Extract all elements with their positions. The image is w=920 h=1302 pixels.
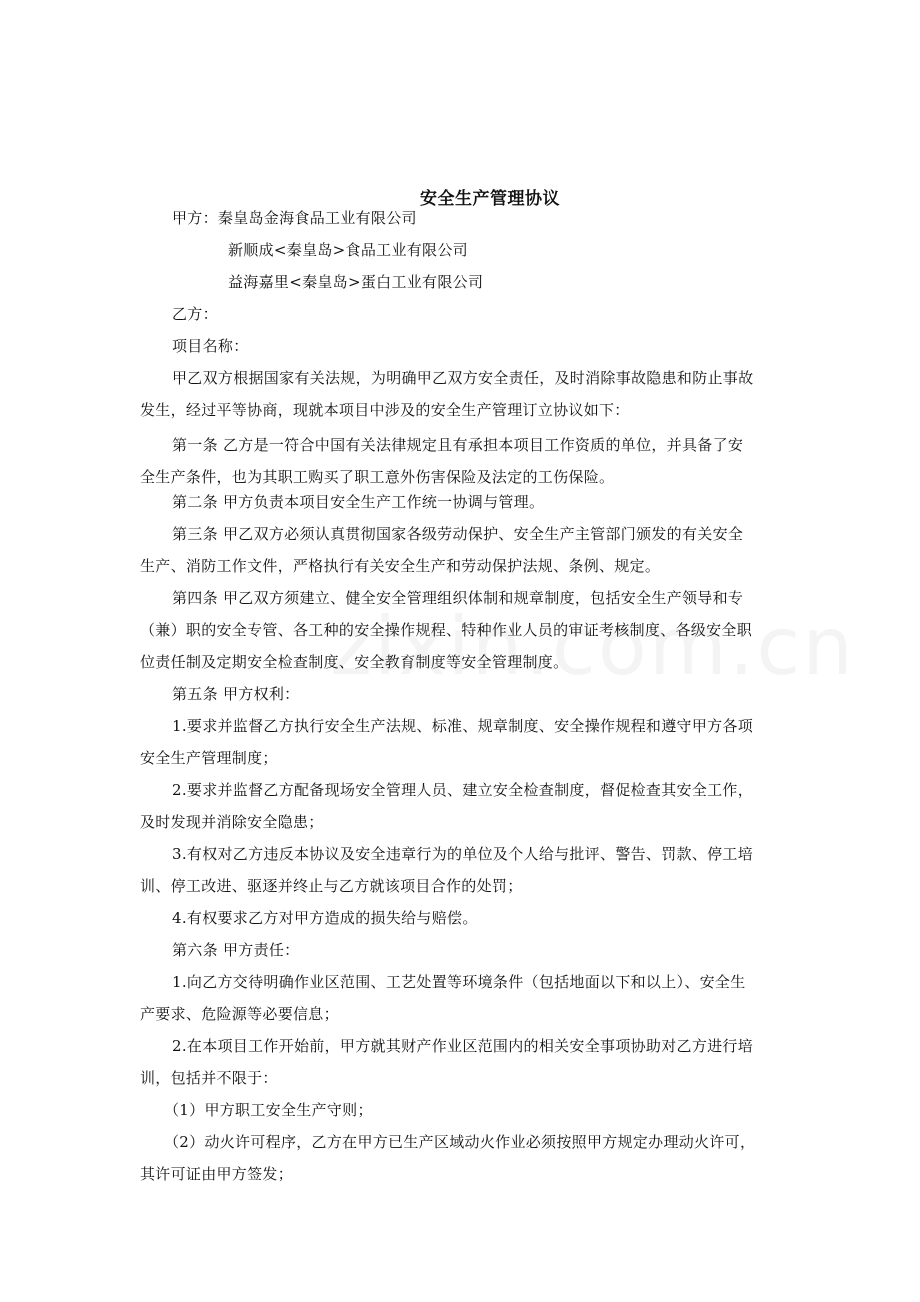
- project-name-line: 项目名称：: [172, 337, 249, 355]
- paragraph-line: 3.有权对乙方违反本协议及安全违章行为的单位及个人给与批评、警告、罚款、停工培: [172, 845, 754, 863]
- paragraph-line: 第四条 甲乙双方须建立、健全安全管理组织体制和规章制度，包括安全生产领导和专: [172, 589, 744, 607]
- paragraph-line: （1）甲方职工安全生产守则；: [164, 1101, 373, 1119]
- paragraph-line: （兼）职的安全专管、各工种的安全操作规程、特种作业人员的审证考核制度、各级安全职: [140, 621, 753, 639]
- paragraph-line: 2.要求并监督乙方配备现场安全管理人员、建立安全检查制度，督促检查其安全工作，: [172, 781, 754, 799]
- paragraph-line: 第五条 甲方权利：: [172, 685, 300, 703]
- paragraph-line: 安全生产管理制度；: [140, 749, 278, 767]
- paragraph-line: 位责任制及定期安全检查制度、安全教育制度等安全管理制度。: [140, 653, 569, 671]
- party-a-company-2: 新顺成<秦皇岛>食品工业有限公司: [228, 241, 468, 259]
- paragraph-line: 1.要求并监督乙方执行安全生产法规、标准、规章制度、安全操作规程和遵守甲方各项: [172, 717, 754, 735]
- paragraph-line: 第六条 甲方责任：: [172, 941, 300, 959]
- paragraph-line: 甲乙双方根据国家有关法规，为明确甲乙双方安全责任，及时消除事故隐患和防止事故: [172, 369, 754, 387]
- party-b-line: 乙方：: [172, 305, 218, 323]
- paragraph-line: 训，包括并不限于：: [140, 1069, 278, 1087]
- paragraph-line: 训、停工改进、驱逐并终止与乙方就该项目合作的处罚；: [140, 877, 523, 895]
- paragraph-line: （2）动火许可程序，乙方在甲方已生产区域动火作业必须按照甲方规定办理动火许可，: [164, 1133, 756, 1151]
- paragraph-line: 第一条 乙方是一符合中国有关法律规定且有承担本项目工作资质的单位，并具备了安: [172, 436, 744, 454]
- paragraph-line: 1.向乙方交待明确作业区范围、工艺处置等环境条件（包括地面以下和以上）、安全生: [172, 973, 746, 991]
- paragraph-line: 及时发现并消除安全隐患；: [140, 813, 324, 831]
- party-a-company-3: 益海嘉里<秦皇岛>蛋白工业有限公司: [228, 273, 484, 291]
- paragraph-line: 第二条 甲方负责本项目安全生产工作统一协调与管理。: [172, 493, 545, 511]
- paragraph-line: 发生，经过平等协商，现就本项目中涉及的安全生产管理订立协议如下：: [140, 401, 630, 419]
- paragraph-line: 其许可证由甲方签发；: [140, 1165, 294, 1183]
- paragraph-line: 全生产条件，也为其职工购买了职工意外伤害保险及法定的工伤保险。: [140, 468, 615, 486]
- paragraph-line: 产要求、危险源等必要信息；: [140, 1005, 339, 1023]
- paragraph-line: 4.有权要求乙方对甲方造成的损失给与赔偿。: [172, 909, 478, 927]
- paragraph-line: 第三条 甲乙双方必须认真贯彻国家各级劳动保护、安全生产主管部门颁发的有关安全: [172, 525, 744, 543]
- party-a-line: 甲方：秦皇岛金海食品工业有限公司: [172, 209, 417, 227]
- paragraph-line: 2.在本项目工作开始前，甲方就其财产作业区范围内的相关安全事项协助对乙方进行培: [172, 1037, 754, 1055]
- paragraph-line: 生产、消防工作文件，严格执行有关安全生产和劳动保护法规、条例、规定。: [140, 557, 661, 575]
- document-title: 安全生产管理协议: [420, 189, 560, 209]
